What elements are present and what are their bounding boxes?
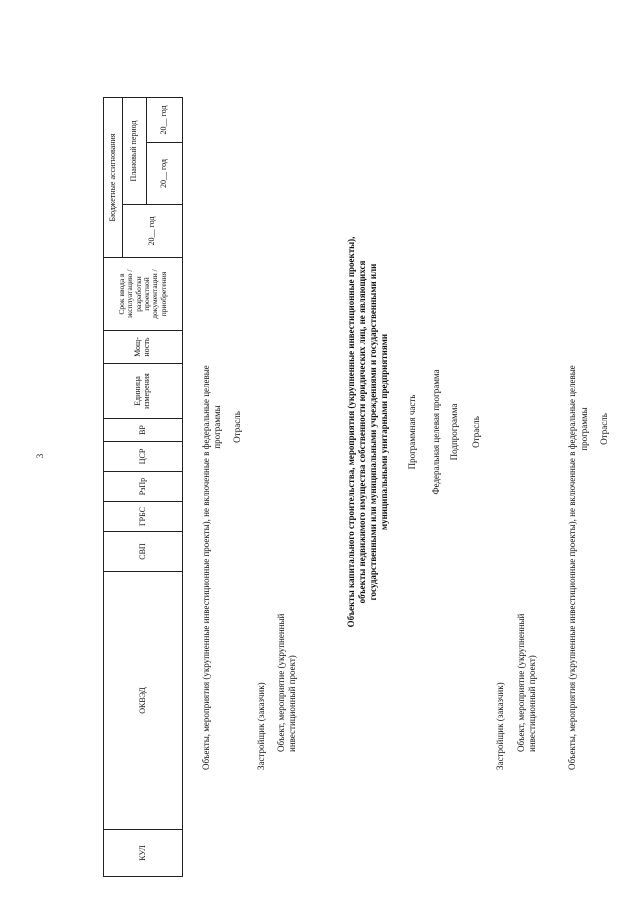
block2-fcp: Федеральная целевая программа — [431, 369, 441, 495]
block1-object-line2: инвестиционный проект) — [287, 655, 297, 752]
block3-sector: Отрасль — [599, 413, 609, 445]
block1-heading-line1: Объекты, мероприятия (укрупненные инвестиционные проекты), не включенные в федеральные целевые — [201, 365, 211, 770]
block1-heading-line2: программы — [212, 405, 222, 449]
block2-sector: Отрасль — [471, 416, 481, 448]
block2-developer: Застройщик (заказчик) — [495, 682, 505, 770]
block2-object-line1: Объект, мероприятие (укрупненный — [516, 613, 526, 752]
header-planning: Плановый период — [123, 98, 147, 205]
header-year-current: 20__ год — [123, 205, 183, 258]
block2-heading-line2: объекты недвижимого имущества собственности юридических лиц, не являющихся — [357, 260, 367, 604]
header-kul: КУЛ — [104, 830, 183, 877]
header-capacity: Мощ-ность — [104, 331, 183, 364]
header-year-plan1: 20__ год — [147, 143, 183, 205]
block1-object-line1: Объект, мероприятие (укрупненный — [276, 613, 286, 752]
header-okved: ОКВЭД — [104, 572, 183, 830]
block2-subprogram: Подпрограмма — [449, 403, 459, 461]
block3-heading-line2: программы — [579, 407, 589, 451]
header-svp: СВП — [104, 532, 183, 572]
rotated-page-content — [103, 37, 623, 877]
header-year-plan2: 20__ год — [147, 98, 183, 143]
header-csr: ЦСР — [104, 442, 183, 472]
block2-heading-line4: муниципальными унитарными предприятиями — [379, 333, 389, 531]
header-budget: Бюджетные ассигнования — [104, 98, 123, 258]
block2-heading-line3: государственными или муниципальными учреждениями и государственными или — [368, 263, 378, 601]
block2-program-part: Программная часть — [407, 394, 417, 470]
block3-heading-line1: Объекты, мероприятия (укрупненные инвестиционные проекты), не включенные в федеральные целевые — [567, 365, 577, 770]
header-table — [103, 97, 183, 877]
block1-sector: Отрасль — [232, 411, 242, 443]
header-vr: ВР — [104, 419, 183, 442]
block1-developer: Застройщик (заказчик) — [256, 682, 266, 770]
header-term: Срок ввода в эксплуатацию / разработки проектной документации / приобретения — [104, 258, 183, 331]
block2-object-line2: инвестиционный проект) — [527, 655, 537, 752]
header-grbs: ГРБС — [104, 502, 183, 532]
header-rzpr: РзПр — [104, 472, 183, 502]
block2-heading-line1: Объекты капитального строительства, мероприятия (укрупненные инвестиционные проекты), — [346, 236, 356, 628]
header-unit: Единица измерения — [104, 364, 183, 419]
